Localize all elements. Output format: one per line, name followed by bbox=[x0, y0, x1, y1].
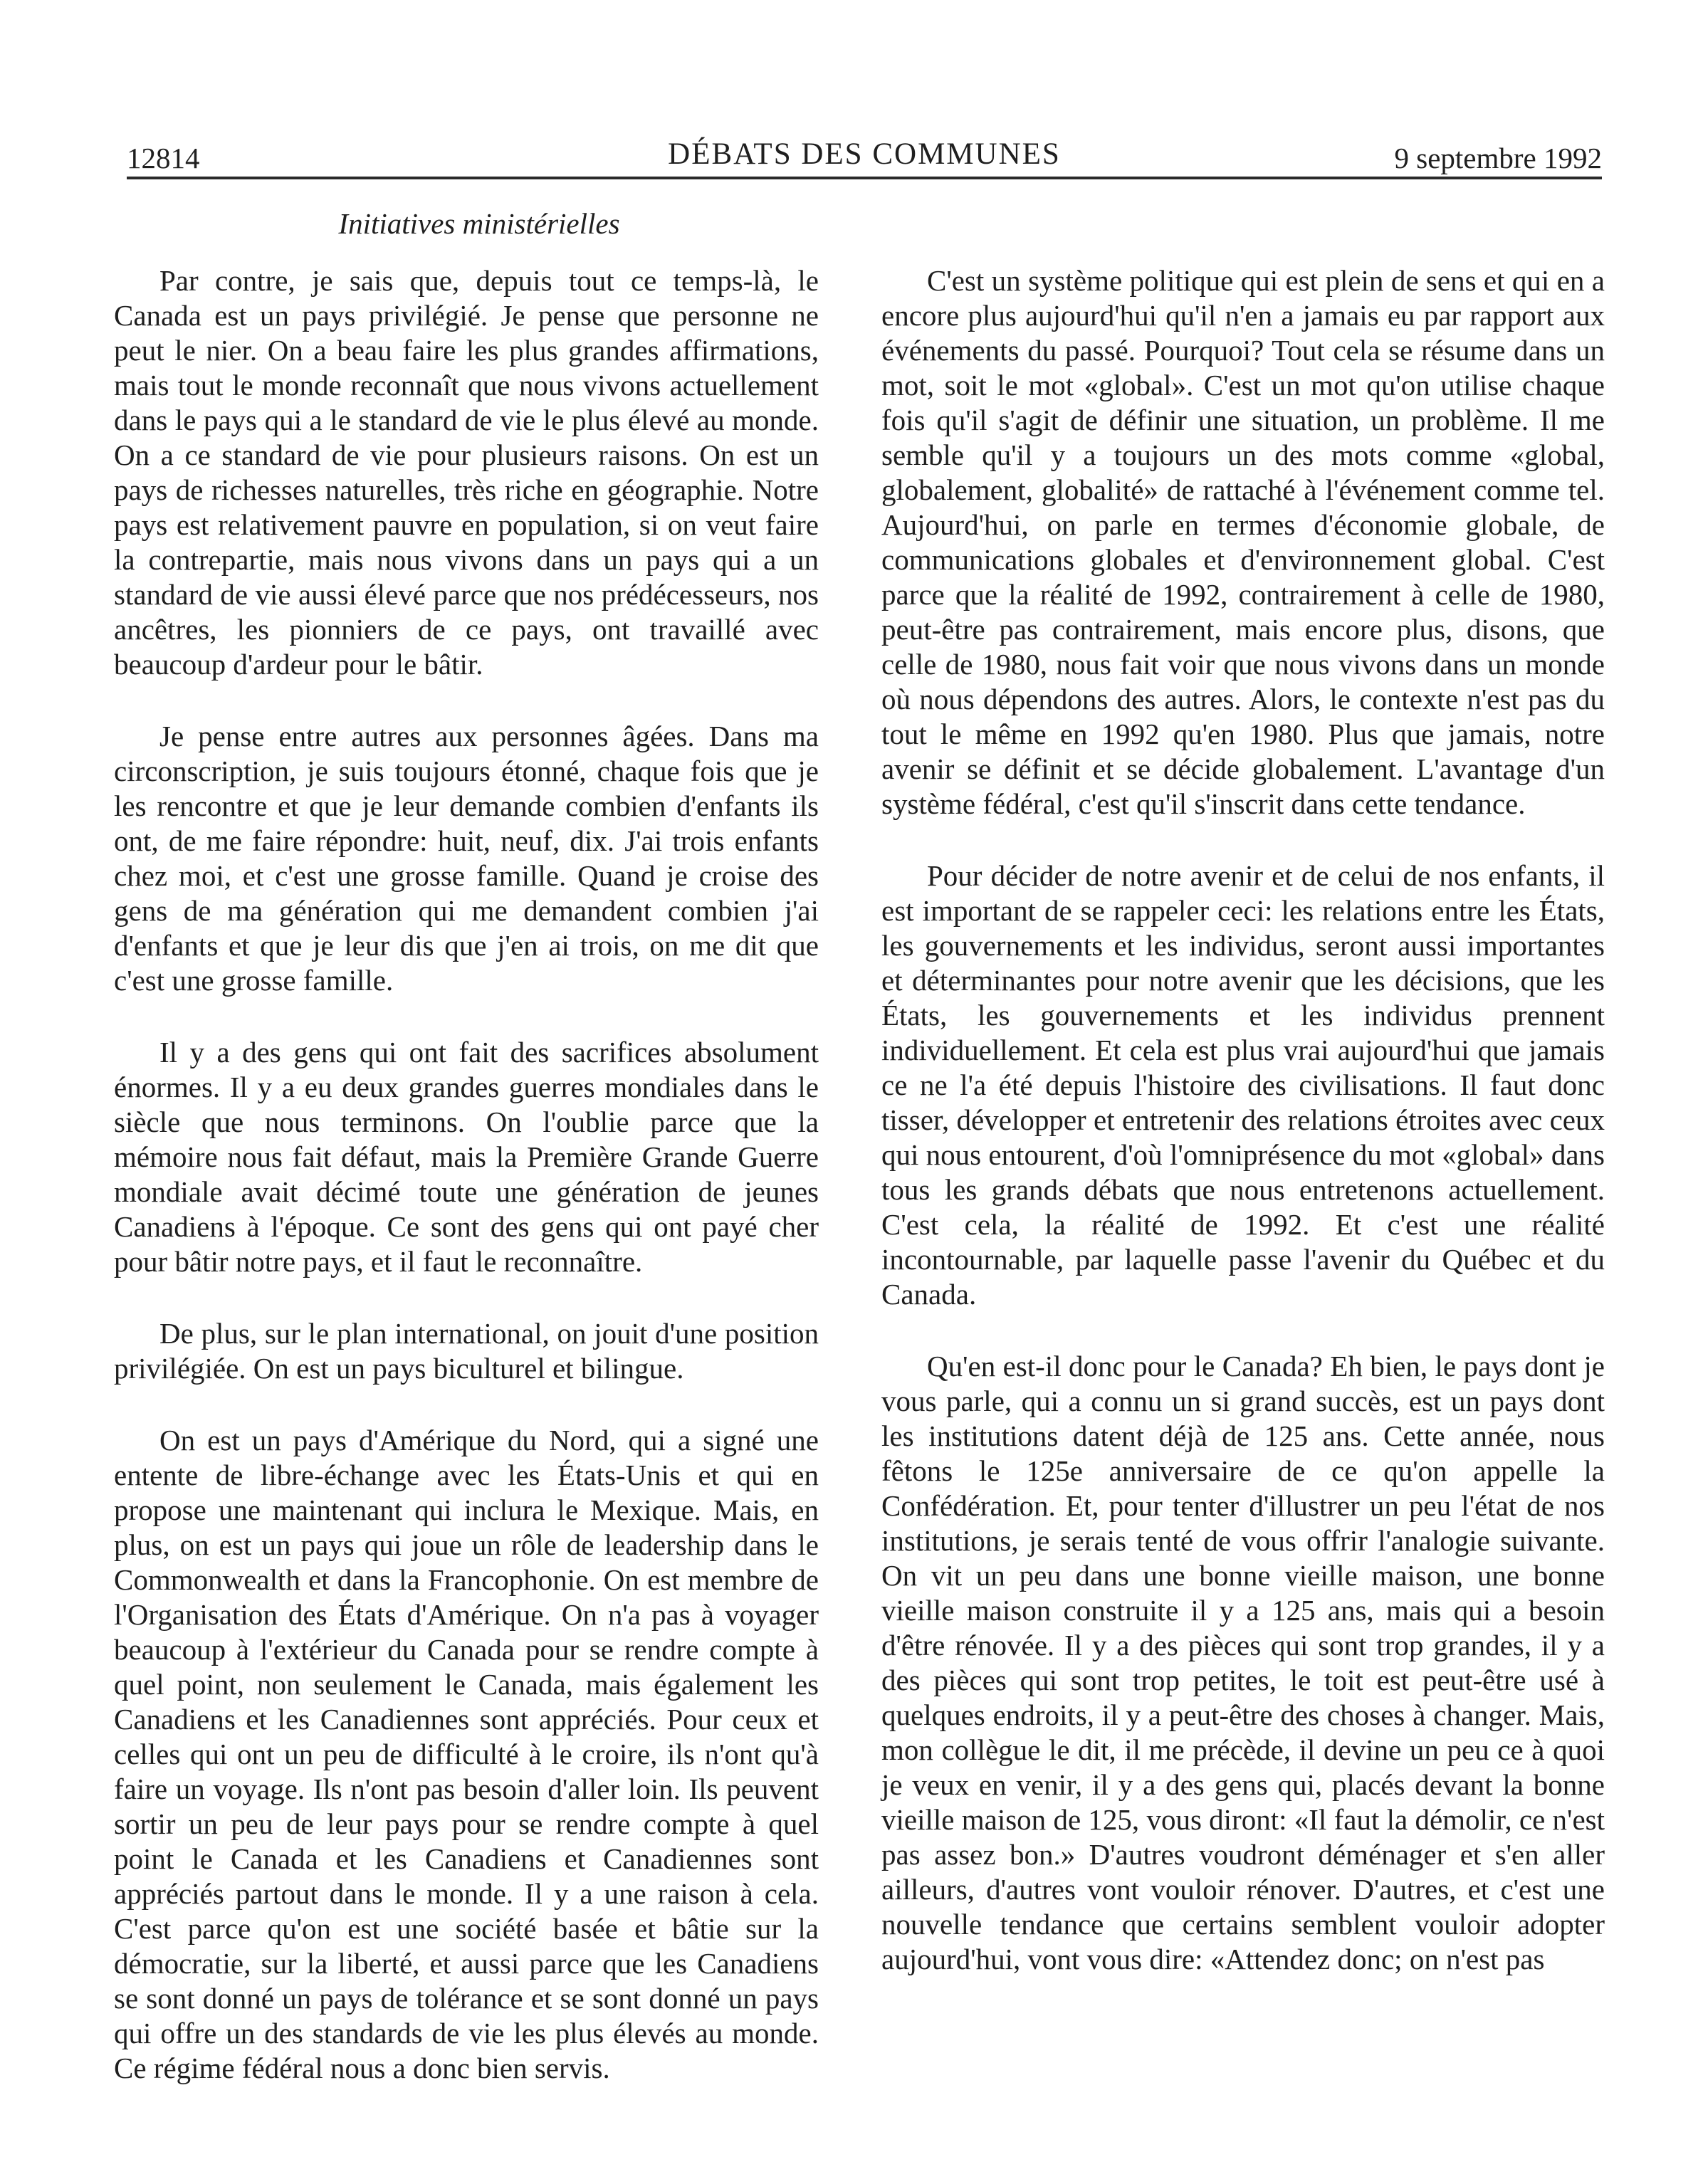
paragraph: Il y a des gens qui ont fait des sacrifices absolument énormes. Il y a eu deux grandes guerres mondiales dans le siècle que nous terminons. On l'oublie parce que la mémoire nous fait défaut, mais la Première Grande Guerre mondiale avait décimé toute une génération de jeunes Canadiens à l'époque. Ce sont des gens qui ont payé cher pour bâtir notre pays, et il faut le reconnaître. bbox=[114, 1036, 819, 1278]
paragraph: Pour décider de notre avenir et de celui de nos enfants, il est important de se rappeler ceci: les relations entre les États, les gouvernements et les individus, seront aussi importantes et déterminantes pour notre avenir que les décisions, que les États, les gouvernements et les individus prennent individuellement. Et cela est plus vrai aujourd'hui que jamais ce ne l'a été depuis l'histoire des civilisations. Il faut donc tisser, développer et entretenir des relations étroites avec ceux qui nous entourent, d'où l'omniprésence du mot «global» dans tous les grands débats que nous entretenons actuellement. C'est cela, la réalité de 1992. Et c'est une réalité incontournable, par laquelle passe l'avenir du Québec et du Canada. bbox=[881, 859, 1605, 1311]
page-header bbox=[127, 137, 1602, 177]
section-label: Initiatives ministérielles bbox=[338, 207, 620, 240]
paragraph: Qu'en est-il donc pour le Canada? Eh bien, le pays dont je vous parle, qui a connu un si grand succès, est un pays dont les institutions datent déjà de 125 ans. Cette année, nous fêtons le 125e anniversaire de ce qu'on appelle la Confédération. Et, pour tenter d'illustrer un peu l'état de nos institutions, je serais tenté de vous offrir l'analogie suivante. On vit un peu dans une bonne vieille maison, une bonne vieille maison construite il y a 125 ans, mais qui a besoin d'être rénovée. Il y a des pièces qui sont trop grandes, il y a des pièces qui sont trop petites, le toit est peut-être usé à quelques endroits, il y a peut-être des choses à changer. Mais, mon collègue le dit, il me précède, il devine un peu ce à quoi je veux en venir, il y a des gens qui, placés devant la bonne vieille maison de 125, vous diront: «Il faut la démolir, ce n'est pas assez bon.» D'autres voudront déménager et s'en aller ailleurs, d'autres vont vouloir rénover. D'autres, et c'est une nouvelle tendance que certains semblent vouloir adopter aujourd'hui, vont vous dire: «Attendez donc; on n'est pas bbox=[881, 1350, 1605, 1975]
header-rule bbox=[127, 177, 1602, 179]
publication-date: 9 septembre 1992 bbox=[1394, 142, 1602, 174]
publication-title: DÉBATS DES COMMUNES bbox=[668, 137, 1061, 171]
left-column bbox=[114, 263, 819, 2086]
paragraph: C'est un système politique qui est plein de sens et qui en a encore plus aujourd'hui qu'il n'en a jamais eu par rapport aux événements du passé. Pourquoi? Tout cela se résume dans un mot, soit le mot «global». C'est un mot qu'on utilise chaque fois qu'il s'agit de définir une situation, un problème. Il me semble qu'il y a toujours un des mots comme «global, globalement, globalité» de rattaché à l'événement comme tel. Aujourd'hui, on parle en termes d'économie globale, de communications globales et d'environnement global. C'est parce que la réalité de 1992, contrairement à celle de 1980, peut-être pas contrairement, mais encore plus, disons, que celle de 1980, nous fait voir que nous vivons dans un monde où nous dépendons des autres. Alors, le contexte n'est pas du tout le même en 1992 qu'en 1980. Plus que jamais, notre avenir se définit et se décide globalement. L'avantage d'un système fédéral, c'est qu'il s'inscrit dans cette tendance. bbox=[881, 264, 1605, 820]
right-column bbox=[881, 263, 1605, 1977]
page-number: 12814 bbox=[127, 142, 200, 174]
paragraph: Je pense entre autres aux personnes âgées. Dans ma circonscription, je suis toujours étonné, chaque fois que je les rencontre et que je leur demande combien d'enfants ils ont, de me faire répondre: huit, neuf, dix. J'ai trois enfants chez moi, et c'est une grosse famille. Quand je croise des gens de ma génération qui me demandent combien j'ai d'enfants et que je leur dis que j'en ai trois, on me dit que c'est une grosse famille. bbox=[114, 720, 819, 997]
paragraph: On est un pays d'Amérique du Nord, qui a signé une entente de libre-échange avec les États-Unis et qui en propose une maintenant qui inclura le Mexique. Mais, en plus, on est un pays qui joue un rôle de leadership dans le Commonwealth et dans la Francophonie. On est membre de l'Organisation des États d'Amérique. On n'a pas à voyager beaucoup à l'extérieur du Canada pour se rendre compte à quel point, non seulement le Canada, mais également les Canadiens et les Canadiennes sont appréciés. Pour ceux et celles qui ont un peu de difficulté à le croire, ils n'ont qu'à faire un voyage. Ils n'ont pas besoin d'aller loin. Ils peuvent sortir un peu de leur pays pour se rendre compte à quel point le Canada et les Canadiens et Canadiennes sont appréciés partout dans le monde. Il y a une raison à cela. C'est parce qu'on est une société basée et bâtie sur la démocratie, sur la liberté, et aussi parce que les Canadiens se sont donné un pays de tolérance et se sont donné un pays qui offre un des standards de vie les plus élevés au monde. Ce régime fédéral nous a donc bien servis. bbox=[114, 1424, 819, 2084]
paragraph: Par contre, je sais que, depuis tout ce temps-là, le Canada est un pays privilégié. Je pense que personne ne peut le nier. On a beau faire les plus grandes affirmations, mais tout le monde reconnaît que nous vivons actuellement dans le pays qui a le standard de vie le plus élevé au monde. On a ce standard de vie pour plusieurs raisons. On est un pays de richesses naturelles, très riche en géographie. Notre pays est relativement pauvre en population, si on veut faire la contrepartie, mais nous vivons dans un pays qui a un standard de vie aussi élevé parce que nos prédécesseurs, nos ancêtres, les pionniers de ce pays, ont travaillé avec beaucoup d'ardeur pour le bâtir. bbox=[114, 264, 819, 681]
paragraph: De plus, sur le plan international, on jouit d'une position privilégiée. On est un pays biculturel et bilingue. bbox=[114, 1317, 819, 1385]
